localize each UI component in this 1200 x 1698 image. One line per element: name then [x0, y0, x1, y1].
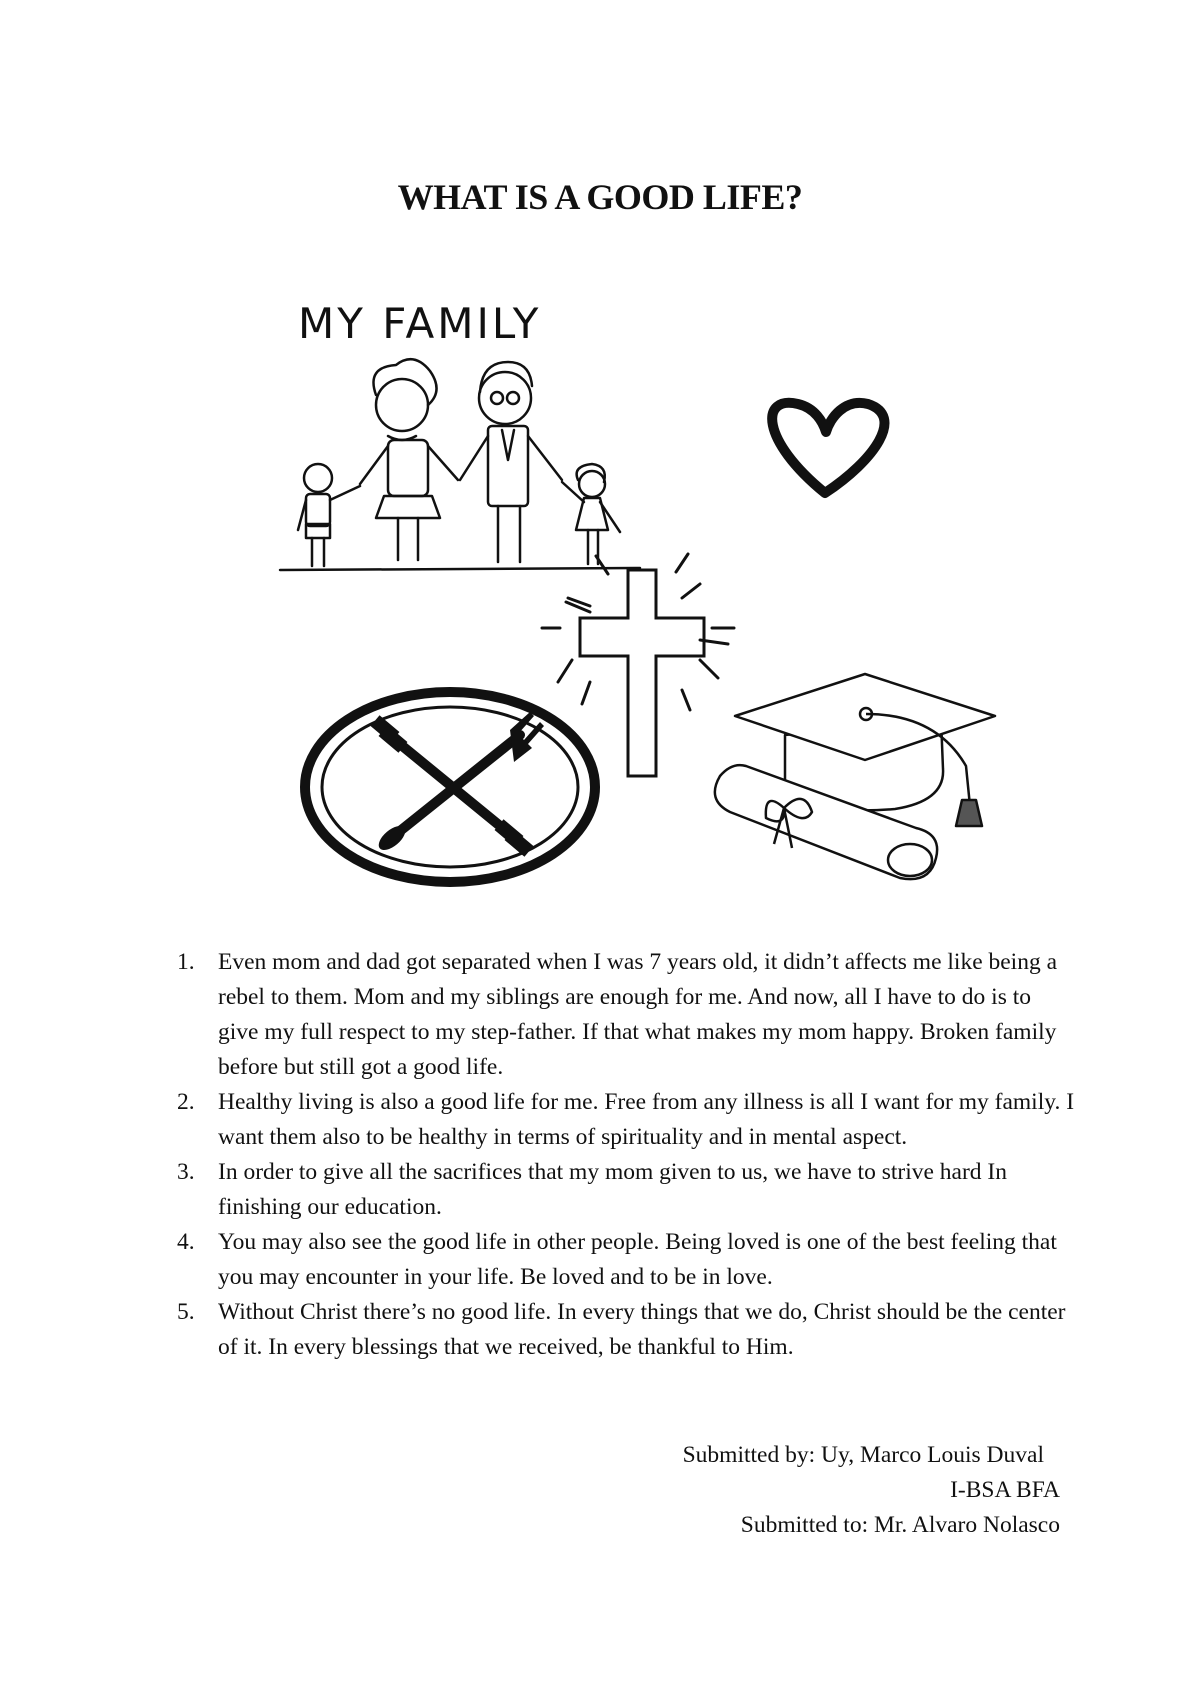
list-text: Even mom and dad got separated when I was 7 years old, it didn’t affects me like being a rebel to them. Mom and my siblings are enough for me. And now, all I have to do is to give my full respect to my step-father. If that what makes my mom happy. Broken family before but still got a good life. [218, 949, 1058, 1080]
list-item [177, 1225, 1077, 1295]
page-title: WHAT IS A GOOD LIFE? [397, 177, 803, 217]
plate-dumbbell-fork-icon [305, 692, 595, 882]
list-number: 1. [177, 949, 195, 975]
list-number: 5. [177, 1299, 195, 1325]
submitted-by: Submitted by: Uy, Marco Louis Duval [682, 1442, 1044, 1468]
list-number: 3. [177, 1159, 195, 1185]
list-text: In order to give all the sacrifices that my mom given to us, we have to strive hard In finishing our education. [218, 1159, 1007, 1220]
list-item [177, 945, 1077, 1085]
list-item [177, 1085, 1077, 1155]
list-item [177, 1295, 1077, 1365]
family-icon [280, 359, 640, 570]
list-text: You may also see the good life in other people. Being loved is one of the best feeling that you may encounter in your life. Be loved and to be in love. [218, 1229, 1057, 1290]
heart-icon [772, 403, 884, 493]
submitted-to: Submitted to: Mr. Alvaro Nolasco [740, 1512, 1060, 1538]
list-number: 2. [177, 1089, 195, 1115]
list-text: Without Christ there’s no good life. In every things that we do, Christ should be the center of it. In every blessings that we received, be thankful to Him. [218, 1299, 1066, 1360]
list-item [177, 1155, 1077, 1225]
section-label: I-BSA BFA [950, 1477, 1060, 1503]
list-text: Healthy living is also a good life for me. Free from any illness is all I want for my family. I want them also to be healthy in terms of spirituality and in mental aspect. [218, 1089, 1075, 1150]
list-number: 4. [177, 1229, 195, 1255]
cross-icon [542, 554, 734, 776]
signature-block [683, 1438, 1060, 1543]
good-life-list [177, 945, 1077, 1365]
family-label: MY FAMILY [298, 299, 542, 348]
